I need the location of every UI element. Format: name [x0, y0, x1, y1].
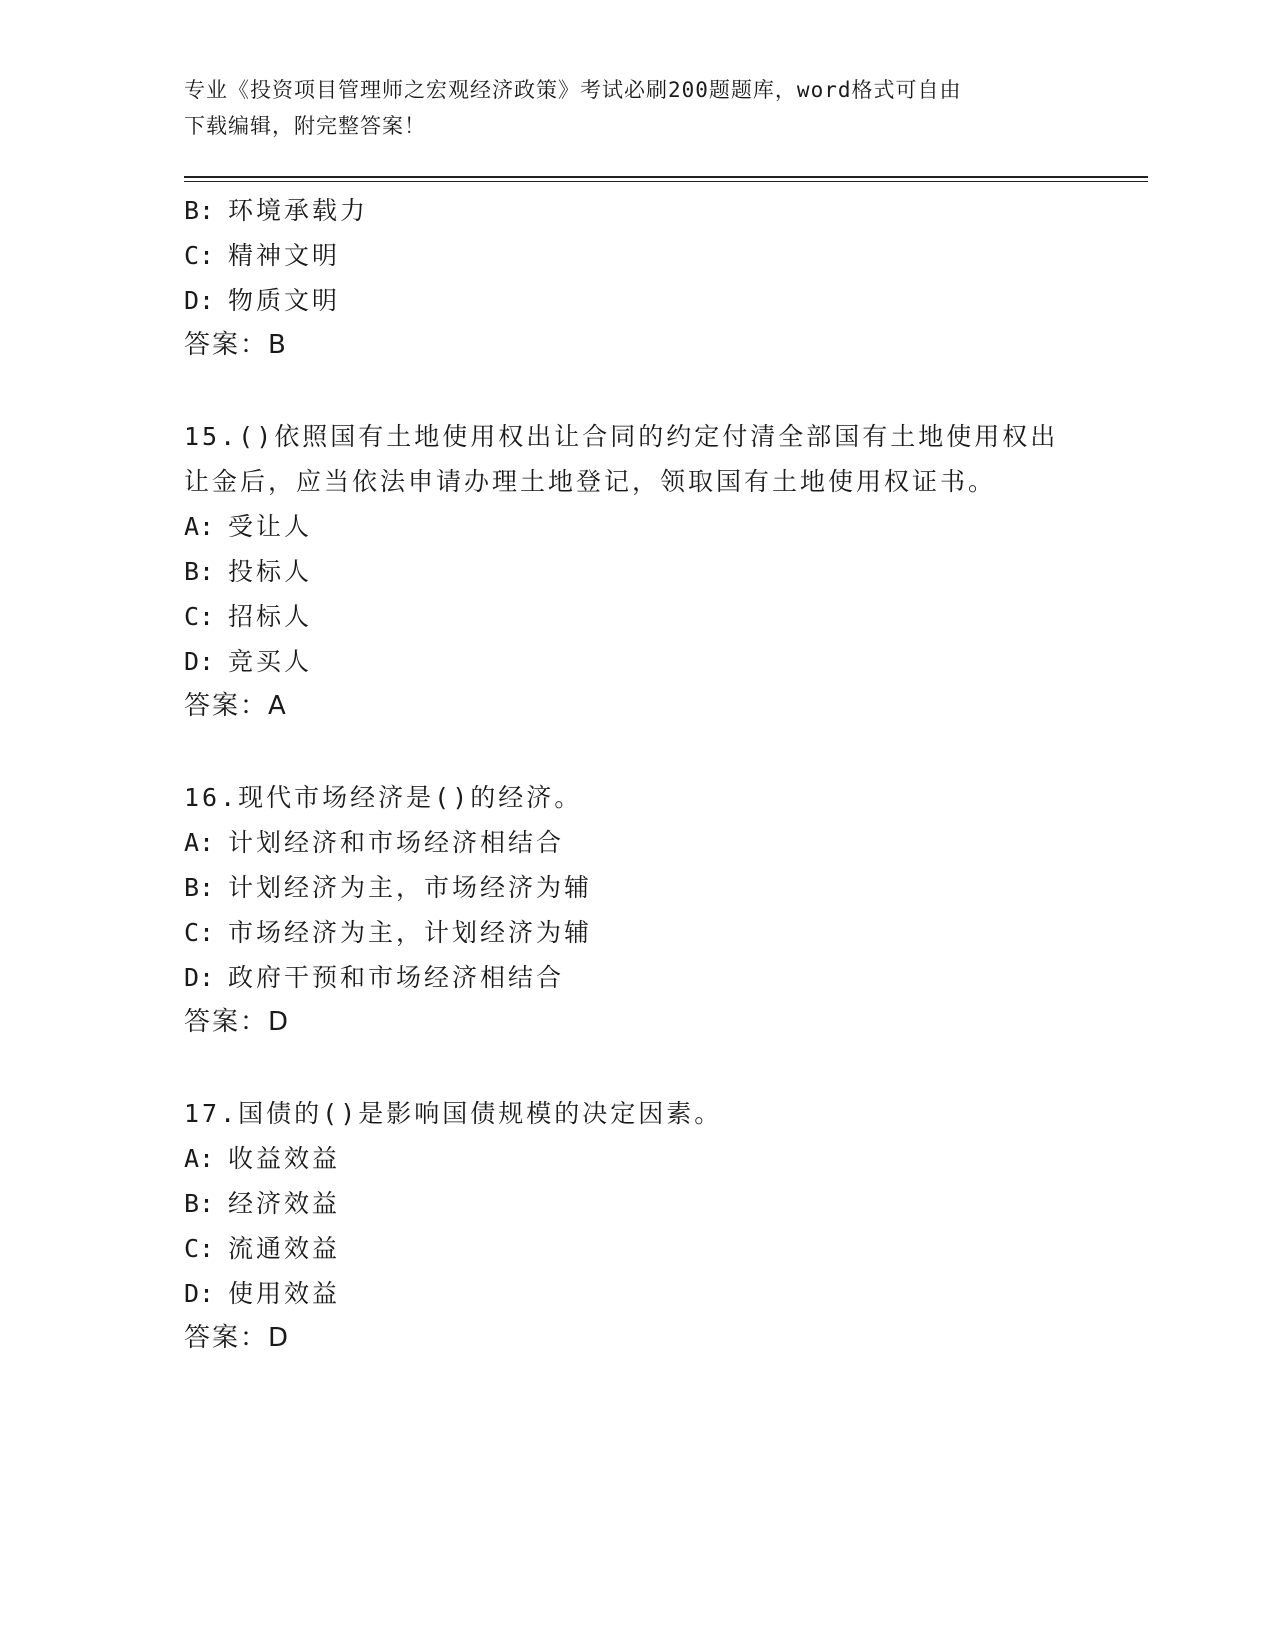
question-list: [184, 188, 1064, 1361]
question-text: 16.现代市场经济是()的经济。: [184, 783, 583, 812]
option-b: B: 投标人: [184, 557, 313, 586]
option-c: C: 精神文明: [184, 241, 341, 270]
option-b: B: 环境承载力: [184, 196, 369, 225]
header-divider-thin: [184, 181, 1148, 182]
question-text: 15.()依照国有土地使用权出让合同的约定付清全部国有土地使用权出 让金后，应当依法申请办理土地登记，领取国有土地使用权证书。: [184, 422, 1059, 496]
option-a: A: 计划经济和市场经济相结合: [184, 828, 565, 857]
answer-line: 答案：D: [184, 1323, 290, 1353]
option-d: D: 政府干预和市场经济相结合: [184, 963, 565, 992]
option-b: B: 经济效益: [184, 1189, 341, 1218]
option-c: C: 市场经济为主，计划经济为辅: [184, 918, 593, 947]
answer-value: B: [268, 330, 287, 360]
question-text: 17.国债的()是影响国债规模的决定因素。: [184, 1099, 723, 1128]
option-b: B: 计划经济为主，市场经济为辅: [184, 873, 593, 902]
option-d: D: 使用效益: [184, 1279, 341, 1308]
answer-value: D: [268, 1007, 290, 1037]
question-16: [184, 775, 1064, 1045]
question-14-continuation: [184, 188, 1064, 368]
question-15: [184, 414, 1064, 729]
document-header: [184, 72, 1064, 144]
answer-line: 答案：A: [184, 691, 287, 721]
header-line-1: 专业《投资项目管理师之宏观经济政策》考试必刷200题题库，word格式可自由: [184, 78, 962, 102]
option-c: C: 流通效益: [184, 1234, 341, 1263]
answer-value: A: [268, 691, 287, 721]
answer-line: 答案：D: [184, 1007, 290, 1037]
header-divider-thick: [184, 176, 1148, 178]
answer-value: D: [268, 1323, 290, 1353]
option-a: A: 收益效益: [184, 1144, 341, 1173]
option-c: C: 招标人: [184, 602, 313, 631]
option-d: D: 竞买人: [184, 647, 313, 676]
option-a: A: 受让人: [184, 512, 313, 541]
question-17: [184, 1091, 1064, 1361]
option-d: D: 物质文明: [184, 286, 341, 315]
header-line-2: 下载编辑，附完整答案！: [184, 114, 426, 138]
answer-line: 答案：B: [184, 330, 287, 360]
